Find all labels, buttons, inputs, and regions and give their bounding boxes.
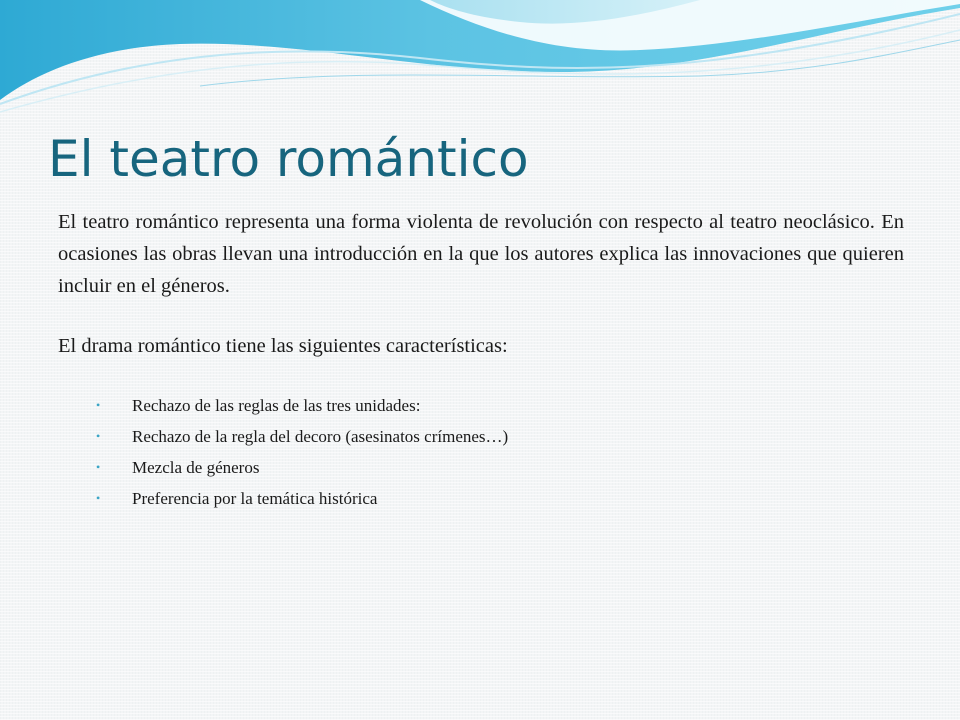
intro-paragraph: El teatro romántico representa una forma violenta de revolución con respecto al teatro neoclásico. En ocasiones las obras llevan una introducción en la que los autores explica las innovaciones que quieren incluir en el géneros.	[58, 211, 904, 297]
list-item	[58, 452, 904, 483]
list-item-text: Rechazo de las reglas de las tres unidades:	[132, 396, 421, 415]
bullet-icon: •	[96, 491, 101, 505]
list-item-text: Mezcla de géneros	[132, 458, 260, 477]
characteristics-heading: El drama romántico tiene las siguientes características:	[58, 335, 508, 357]
list-item	[58, 390, 904, 421]
slide-title: El teatro romántico	[48, 130, 529, 188]
bullet-icon: •	[96, 429, 101, 443]
slide-body	[58, 206, 904, 514]
list-item	[58, 483, 904, 514]
list-item-text: Preferencia por la temática histórica	[132, 489, 378, 508]
bullet-icon: •	[96, 460, 101, 474]
list-item-text: Rechazo de la regla del decoro (asesinatos crímenes…)	[132, 427, 509, 446]
bullet-icon: •	[96, 398, 101, 412]
list-item	[58, 421, 904, 452]
characteristics-list	[58, 390, 904, 514]
header-wave-decoration	[0, 0, 960, 120]
